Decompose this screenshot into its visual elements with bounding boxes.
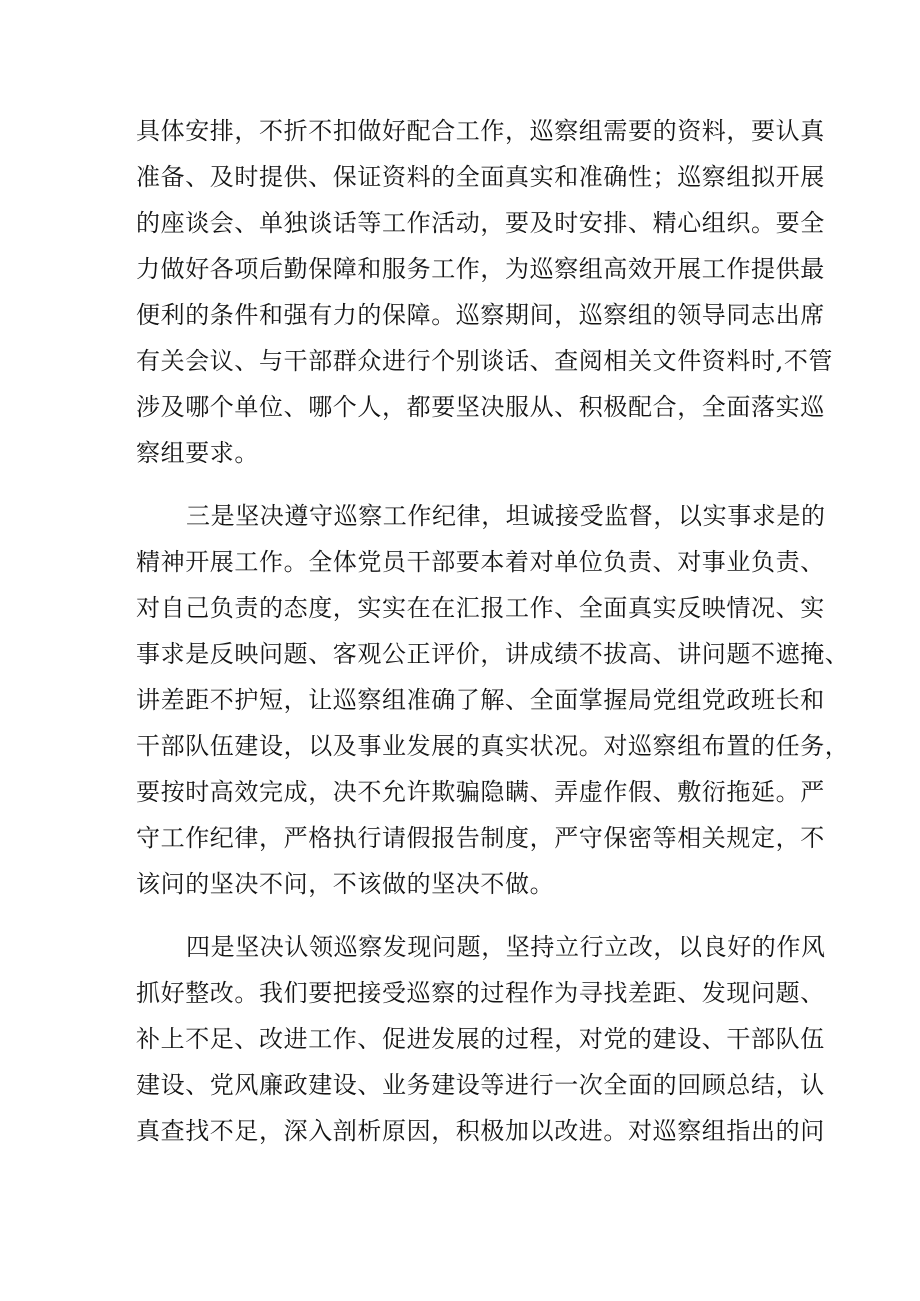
text-line — [0, 1111, 920, 1151]
line-text: 守工作纪律，严格执行请假报告制度，严守保密等相关规定，不 — [136, 824, 825, 852]
line-text: 具体安排，不折不扣做好配合工作，巡察组需要的资料，要认真 — [136, 117, 825, 145]
text-line — [0, 973, 920, 1013]
line-text: 事求是反映问题、客观公正评价，讲成绩不拔高、讲问题不遮掩、 — [136, 640, 850, 668]
text-line — [0, 588, 920, 628]
text-line — [0, 157, 920, 197]
text-line — [0, 295, 920, 335]
line-text: 有关会议、与干部群众进行个别谈话、查阅相关文件资料时,不管 — [136, 347, 834, 375]
text-line — [0, 203, 920, 243]
text-line — [0, 542, 920, 582]
line-text: 察组要求。 — [136, 439, 259, 467]
line-text: 涉及哪个单位、哪个人，都要坚决服从、积极配合，全面落实巡 — [136, 393, 825, 421]
line-text: 抓好整改。我们要把接受巡察的过程作为寻找差距、发现问题、 — [136, 979, 825, 1007]
text-line — [0, 726, 920, 766]
text-line — [0, 433, 920, 473]
text-line — [0, 680, 920, 720]
text-line — [0, 772, 920, 812]
paragraph-first-line: 四是坚决认领巡察发现问题，坚持立行立改，以良好的作风 — [186, 933, 826, 961]
line-text: 讲差距不护短，让巡察组准确了解、全面掌握局党组党政班长和 — [136, 686, 825, 714]
line-text: 该问的坚决不问，不该做的坚决不做。 — [136, 870, 555, 898]
text-line — [0, 634, 920, 674]
text-line — [0, 927, 920, 967]
line-text: 力做好各项后勤保障和服务工作，为巡察组高效开展工作提供最 — [136, 255, 825, 283]
line-text: 补上不足、改进工作、促进发展的过程，对党的建设、干部队伍 — [136, 1025, 825, 1053]
line-text: 的座谈会、单独谈话等工作活动，要及时安排、精心组织。要全 — [136, 209, 825, 237]
text-line — [0, 818, 920, 858]
line-text: 要按时高效完成，决不允许欺骗隐瞒、弄虚作假、敷衍拖延。严 — [136, 778, 825, 806]
text-line — [0, 864, 920, 904]
line-text: 建设、党风廉政建设、业务建设等进行一次全面的回顾总结，认 — [136, 1071, 825, 1099]
line-text: 便利的条件和强有力的保障。巡察期间，巡察组的领导同志出席 — [136, 301, 825, 329]
text-line — [0, 111, 920, 151]
text-line — [0, 1019, 920, 1059]
line-text: 真查找不足，深入剖析原因，积极加以改进。对巡察组指出的问 — [136, 1117, 825, 1145]
paragraph-first-line: 三是坚决遵守巡察工作纪律，坦诚接受监督，以实事求是的 — [186, 502, 826, 530]
text-line — [0, 341, 920, 381]
line-text: 精神开展工作。全体党员干部要本着对单位负责、对事业负责、 — [136, 548, 825, 576]
text-line — [0, 387, 920, 427]
line-text: 准备、及时提供、保证资料的全面真实和准确性；巡察组拟开展 — [136, 163, 825, 191]
text-line — [0, 249, 920, 289]
line-text: 对自己负责的态度，实实在在汇报工作、全面真实反映情况、实 — [136, 594, 825, 622]
text-line — [0, 1065, 920, 1105]
text-line — [0, 496, 920, 536]
line-text: 干部队伍建设，以及事业发展的真实状况。对巡察组布置的任务， — [136, 732, 850, 760]
